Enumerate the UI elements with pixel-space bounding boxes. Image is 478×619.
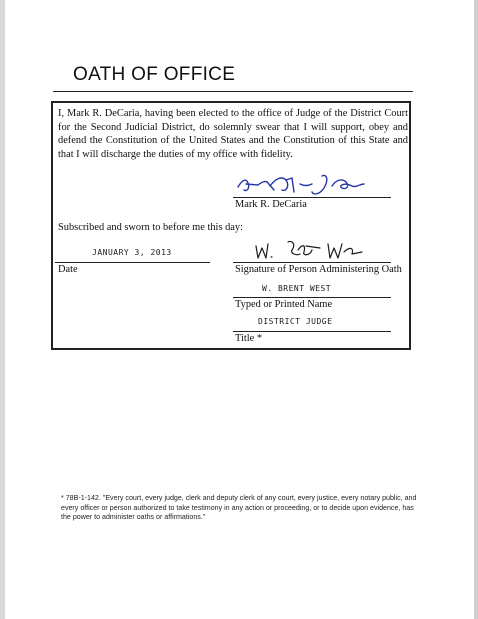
date-label: Date <box>58 264 78 275</box>
title-rule <box>53 91 413 92</box>
oath-text: I, Mark R. DeCaria, having been elected to the office of Judge of the District Court for the Second Judicial District, do solemnly swear that I will support, obey and defend the Constitution of the United States and the Constitution of this State and that I will discharge the duties of my office with fidelity. <box>58 108 408 160</box>
title-label: Title * <box>235 333 263 344</box>
document-title: OATH OF OFFICE <box>73 64 236 85</box>
date-value: JANUARY 3, 2013 <box>92 248 172 257</box>
administrator-signature-line <box>233 262 391 263</box>
statute-footnote: * 78B-1-142. "Every court, every judge, clerk and deputy clerk of any court, every justice, every notary public, and every officer or person authorized to take testimony in any action or proceeding, or to decide upon evidence, has the power to administer oaths or affirmations." <box>61 494 417 522</box>
title-value: DISTRICT JUDGE <box>258 317 333 326</box>
page-edge <box>0 0 5 619</box>
typed-name-line <box>233 297 391 298</box>
typed-name-label: Typed or Printed Name <box>235 299 333 310</box>
affiant-signature-line <box>233 197 391 198</box>
date-line <box>55 262 210 263</box>
subscribed-text: Subscribed and sworn to before me this day: <box>58 222 243 233</box>
typed-name-value: W. BRENT WEST <box>262 284 332 293</box>
affiant-name: Mark R. DeCaria <box>235 199 307 210</box>
administrator-signature-label: Signature of Person Administering Oath <box>235 264 402 275</box>
page-edge <box>474 0 478 619</box>
title-line <box>233 331 391 332</box>
